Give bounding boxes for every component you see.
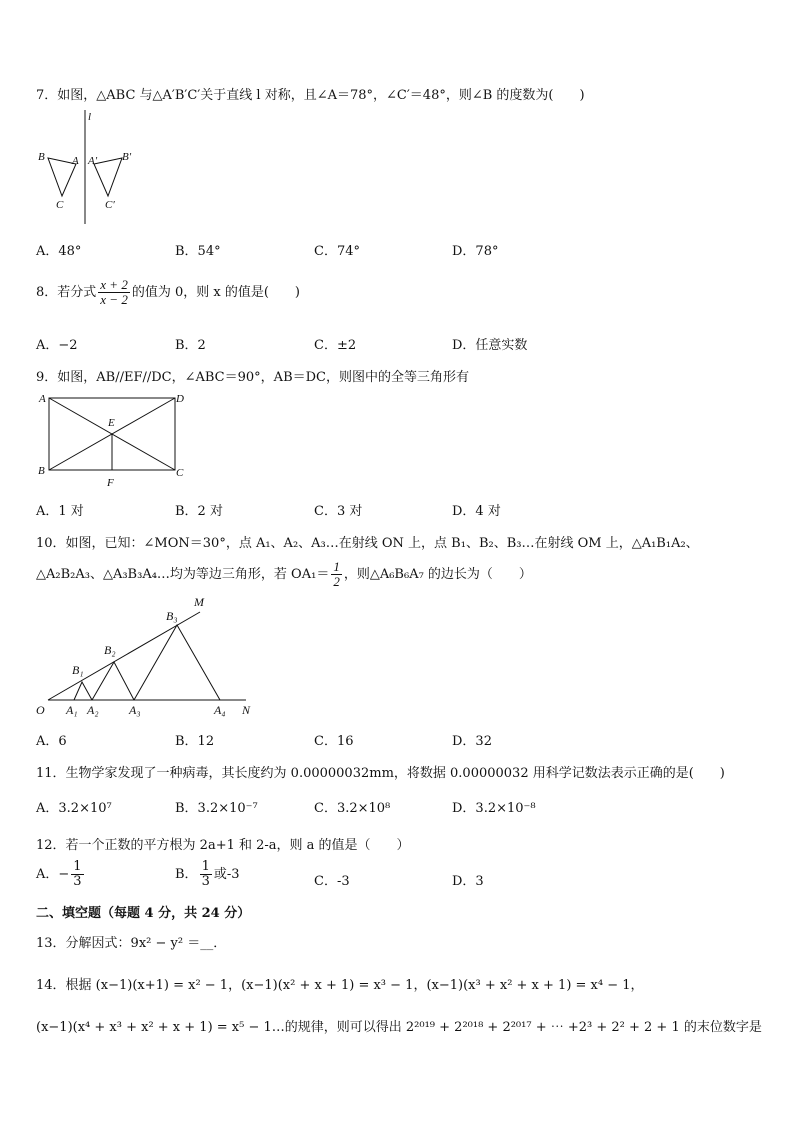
q7-option-c[interactable]: C．74° bbox=[314, 244, 360, 259]
q12-a-frac-den: 3 bbox=[73, 874, 82, 889]
q12-option-a[interactable] bbox=[36, 860, 86, 889]
q10-label-A2: A₂ bbox=[87, 703, 99, 717]
q12-b-frac-num: 1 bbox=[201, 859, 210, 874]
q10-label-B1: B₁ bbox=[72, 663, 84, 677]
q12-option-a-prefix: A．− bbox=[36, 867, 70, 882]
q9-label-A: A bbox=[39, 393, 46, 405]
q7-label-A1: A′ bbox=[88, 155, 98, 167]
q14-line2: (x−1)(x⁴ + x³ + x² + x + 1) = x⁵ − 1…的规律，则可以得出 2²⁰¹⁹ + 2²⁰¹⁸ + 2²⁰¹⁷ + ⋯ +2³ + 2² + 2 + 1 的末位数字是 bbox=[36, 1020, 762, 1035]
q9-option-a[interactable]: A．1 对 bbox=[36, 504, 84, 519]
q9-label-C: C bbox=[176, 467, 184, 479]
q10-frac-den: 2 bbox=[333, 574, 340, 589]
q7-option-d[interactable]: D．78° bbox=[452, 244, 499, 259]
q12-option-b-suffix: 或-3 bbox=[213, 867, 240, 882]
q8-stem bbox=[36, 278, 300, 307]
q10-label-A4: A₄ bbox=[214, 703, 226, 717]
q7-label-B1: B′ bbox=[122, 151, 132, 163]
q10-option-b[interactable]: B．12 bbox=[175, 734, 215, 749]
q10-label-A1: A₁ bbox=[66, 703, 78, 717]
q7-option-a[interactable]: A．48° bbox=[36, 244, 82, 259]
q9-label-E: E bbox=[108, 417, 115, 429]
q12-option-b[interactable] bbox=[175, 860, 240, 889]
q10-option-d[interactable]: D．32 bbox=[452, 734, 492, 749]
q11-option-b[interactable]: B．3.2×10⁻⁷ bbox=[175, 801, 258, 816]
q9-label-F: F bbox=[107, 477, 114, 488]
q8-stem-prefix: 8．若分式 bbox=[36, 285, 97, 300]
q10-label-M: M bbox=[194, 595, 204, 609]
q10-stem-line1: 10．如图，已知：∠MON＝30°，点 A₁、A₂、A₃…在射线 ON 上，点 B₁、B₂、B₃…在射线 OM 上，△A₁B₁A₂、 bbox=[36, 536, 699, 551]
q12-option-a-fraction bbox=[71, 860, 83, 889]
q9-figure bbox=[34, 388, 194, 488]
q10-frac-num: 1 bbox=[333, 559, 340, 574]
q11-option-c[interactable]: C．3.2×10⁸ bbox=[314, 801, 391, 816]
q10-label-N: N bbox=[242, 703, 251, 717]
q7-label-l: l bbox=[88, 111, 92, 123]
q10-stem-line2 bbox=[36, 560, 532, 589]
q10-label-B2: B₂ bbox=[104, 643, 116, 657]
q12-option-b-prefix: B． bbox=[175, 867, 198, 882]
q9-label-B: B bbox=[38, 465, 45, 477]
q11-option-a[interactable]: A．3.2×10⁷ bbox=[36, 801, 112, 816]
q8-fraction bbox=[98, 278, 130, 307]
q9-stem: 9．如图，AB//EF//DC，∠ABC＝90°，AB＝DC，则图中的全等三角形有 bbox=[36, 370, 469, 385]
q11-option-d[interactable]: D．3.2×10⁻⁸ bbox=[452, 801, 536, 816]
q10-fraction bbox=[331, 560, 342, 589]
q7-label-A: A bbox=[72, 155, 79, 167]
q7-figure bbox=[36, 108, 146, 226]
q12-a-frac-num: 1 bbox=[73, 859, 82, 874]
q12-option-c[interactable]: C．-3 bbox=[314, 874, 350, 889]
q8-frac-den: x − 2 bbox=[100, 292, 128, 307]
q10-figure bbox=[34, 594, 274, 720]
q9-option-d[interactable]: D．4 对 bbox=[452, 504, 501, 519]
q10-option-a[interactable]: A．6 bbox=[36, 734, 67, 749]
q9-label-D: D bbox=[176, 393, 184, 405]
q9-option-c[interactable]: C．3 对 bbox=[314, 504, 363, 519]
q8-stem-suffix: 的值为 0，则 x 的值是( ) bbox=[131, 285, 300, 300]
q10-label-O: O bbox=[36, 703, 45, 717]
q8-option-a[interactable]: A．−2 bbox=[36, 338, 78, 353]
q7-label-C: C bbox=[56, 199, 64, 211]
q8-option-c[interactable]: C．±2 bbox=[314, 338, 357, 353]
q12-option-b-fraction bbox=[200, 860, 212, 889]
q12-b-frac-den: 3 bbox=[201, 874, 210, 889]
q14-line1: 14．根据 (x−1)(x+1) = x² − 1，(x−1)(x² + x + 1) = x³ − 1，(x−1)(x³ + x² + x + 1) = x⁴ − 1， bbox=[36, 978, 644, 993]
q10-stem-line2-suffix: ，则△A₆B₆A₇ 的边长为（ ） bbox=[343, 567, 532, 582]
q7-label-C1: C′ bbox=[105, 199, 115, 211]
q7-option-b[interactable]: B．54° bbox=[175, 244, 221, 259]
q10-option-c[interactable]: C．16 bbox=[314, 734, 354, 749]
q8-option-d[interactable]: D．任意实数 bbox=[452, 338, 528, 353]
q12-stem: 12．若一个正数的平方根为 2a+1 和 2-a，则 a 的值是（ ） bbox=[36, 838, 410, 853]
q8-frac-num: x + 2 bbox=[100, 277, 128, 292]
q7-stem: 7．如图，△ABC 与△A′B′C′关于直线 l 对称，且∠A＝78°，∠C′＝48°，则∠B 的度数为( ) bbox=[36, 88, 585, 103]
section-fill-in-title: 二、填空题（每题 4 分，共 24 分） bbox=[36, 906, 251, 921]
q7-label-B: B bbox=[38, 151, 45, 163]
q9-option-b[interactable]: B．2 对 bbox=[175, 504, 223, 519]
q10-label-A3: A₃ bbox=[129, 703, 141, 717]
q8-option-b[interactable]: B．2 bbox=[175, 338, 206, 353]
q10-label-B3: B₃ bbox=[166, 609, 178, 623]
q12-option-d[interactable]: D．3 bbox=[452, 874, 484, 889]
q13-stem: 13．分解因式：9x² − y² ＝__． bbox=[36, 936, 227, 951]
q10-stem-line2-prefix: △A₂B₂A₃、△A₃B₃A₄…均为等边三角形，若 OA₁＝ bbox=[36, 567, 330, 582]
q11-stem: 11．生物学家发现了一种病毒，其长度约为 0.00000032mm，将数据 0.00000032 用科学记数法表示正确的是( ) bbox=[36, 766, 725, 781]
